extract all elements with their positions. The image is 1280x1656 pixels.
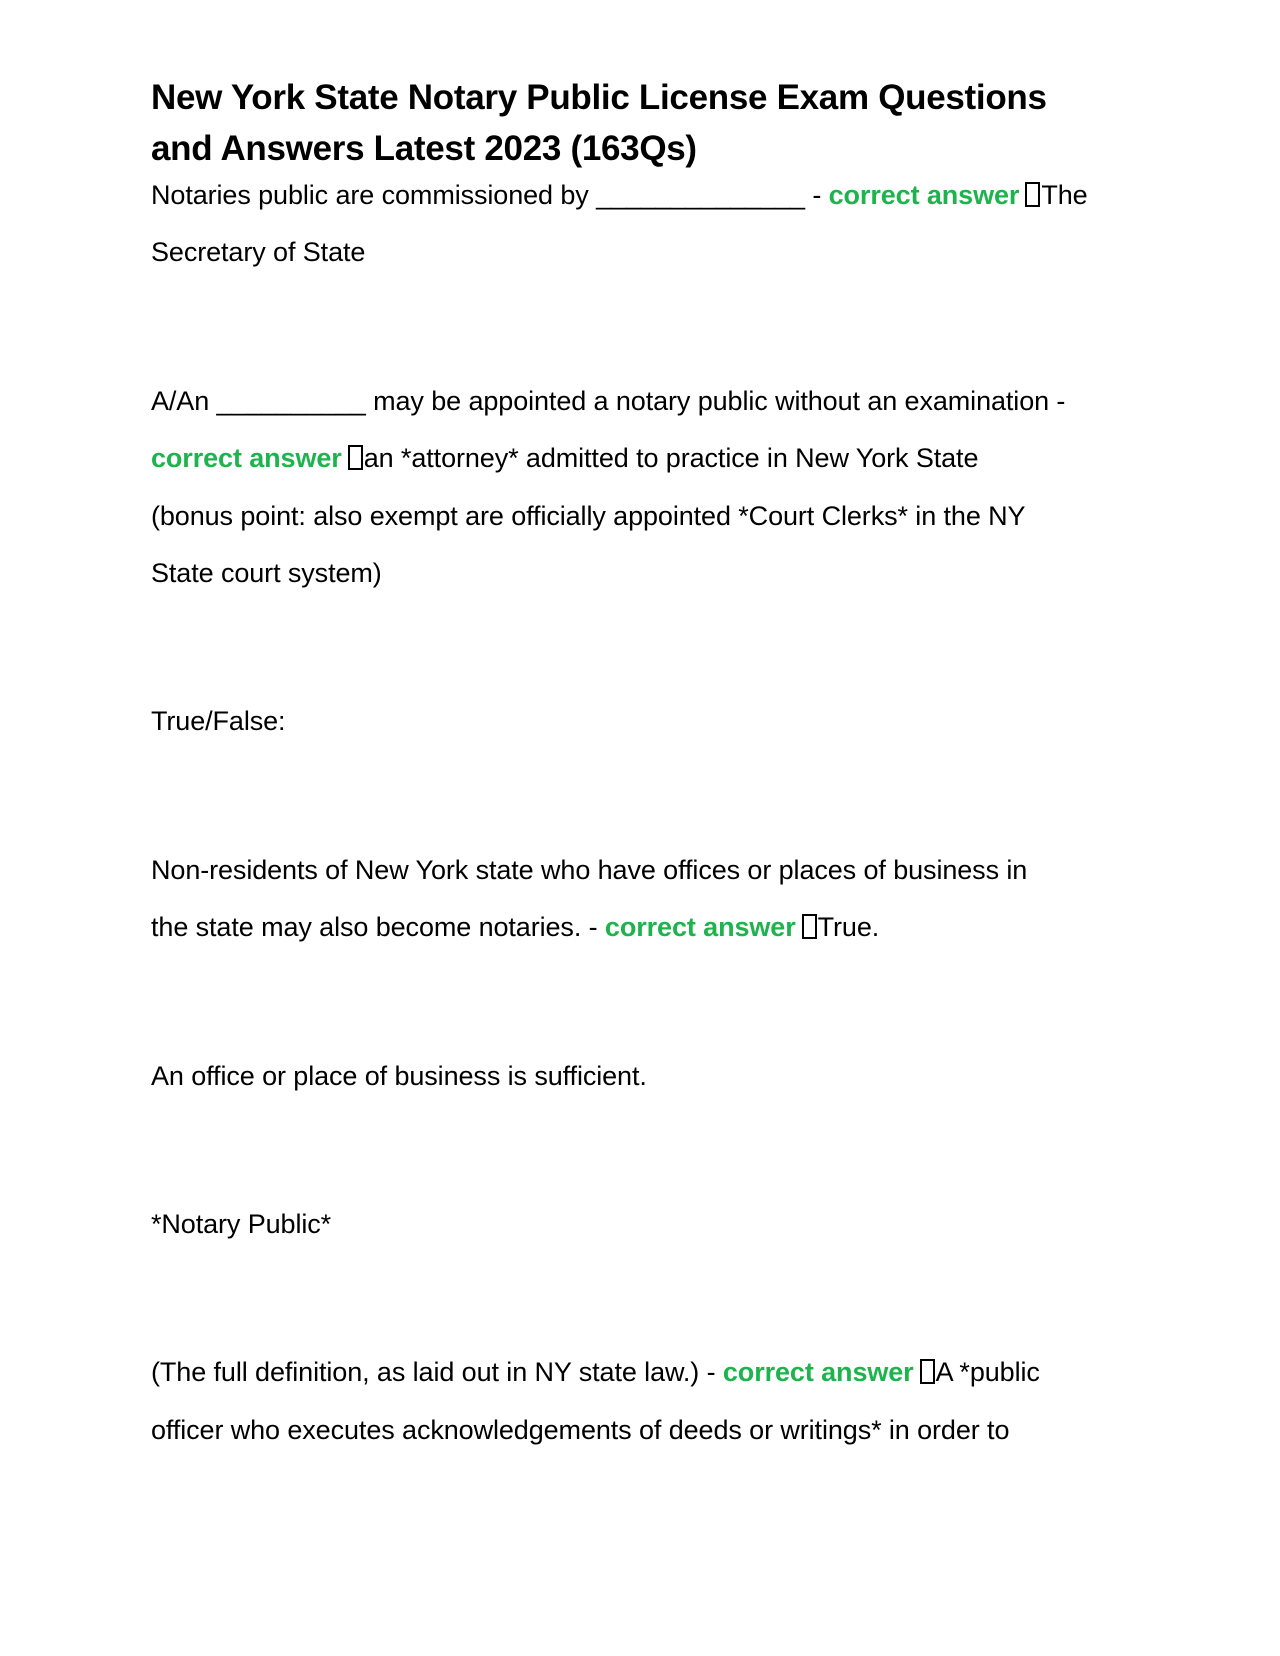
answer-text-continued: officer who executes acknowledgements of deeds or writings* in order to bbox=[151, 1414, 1010, 1445]
spacer bbox=[151, 1105, 1141, 1196]
missing-glyph-icon bbox=[920, 1359, 935, 1384]
spacer bbox=[151, 282, 1141, 373]
document-title bbox=[151, 72, 1141, 174]
correct-answer-label: correct answer bbox=[722, 1357, 914, 1388]
answer-text: The bbox=[1041, 180, 1088, 210]
missing-glyph-icon bbox=[802, 914, 817, 939]
qa-item-1 bbox=[151, 167, 1141, 282]
missing-glyph-icon bbox=[348, 445, 363, 470]
answer-note: An office or place of business is sufficient. bbox=[151, 1060, 647, 1091]
correct-answer-label: correct answer bbox=[151, 443, 342, 474]
answer-text-continued: Secretary of State bbox=[151, 237, 366, 268]
question-text: Notaries public are commissioned by ______________ - bbox=[151, 180, 829, 210]
question-text: Non-residents of New York state who have offices or places of business in bbox=[151, 854, 1028, 885]
title-line-1: New York State Notary Public License Exam Questions bbox=[151, 78, 1047, 117]
question-text-continued: the state may also become notaries. - bbox=[151, 912, 605, 943]
answer-text: an *attorney* admitted to practice in New York State bbox=[363, 443, 979, 474]
spacer bbox=[151, 602, 1141, 693]
correct-answer-label: correct answer bbox=[828, 180, 1020, 210]
missing-glyph-icon bbox=[1025, 182, 1040, 207]
qa-item-2 bbox=[151, 373, 1141, 603]
correct-answer-label: correct answer bbox=[604, 912, 796, 943]
qa-item-3-note bbox=[151, 1048, 1141, 1105]
qa-item-4 bbox=[151, 1344, 1141, 1459]
question-term: *Notary Public* bbox=[151, 1209, 332, 1240]
qa-item-3-heading bbox=[151, 693, 1141, 750]
question-heading: True/False: bbox=[151, 706, 286, 737]
spacer bbox=[151, 957, 1141, 1048]
answer-text-continued: (bonus point: also exempt are officially appointed *Court Clerks* in the NY bbox=[151, 500, 1026, 531]
answer-text-continued: State court system) bbox=[151, 558, 382, 589]
document-page bbox=[151, 72, 1141, 1459]
title-line-2: and Answers Latest 2023 (163Qs) bbox=[151, 129, 697, 168]
question-text: A/An __________ may be appointed a notary public without an examination - bbox=[151, 385, 1066, 416]
answer-text: A *public bbox=[935, 1357, 1040, 1388]
spacer bbox=[151, 751, 1141, 842]
qa-item-3 bbox=[151, 842, 1141, 957]
question-text: (The full definition, as laid out in NY state law.) - bbox=[151, 1357, 723, 1388]
answer-text: True. bbox=[817, 912, 880, 943]
spacer bbox=[151, 1253, 1141, 1344]
qa-item-4-term bbox=[151, 1196, 1141, 1253]
